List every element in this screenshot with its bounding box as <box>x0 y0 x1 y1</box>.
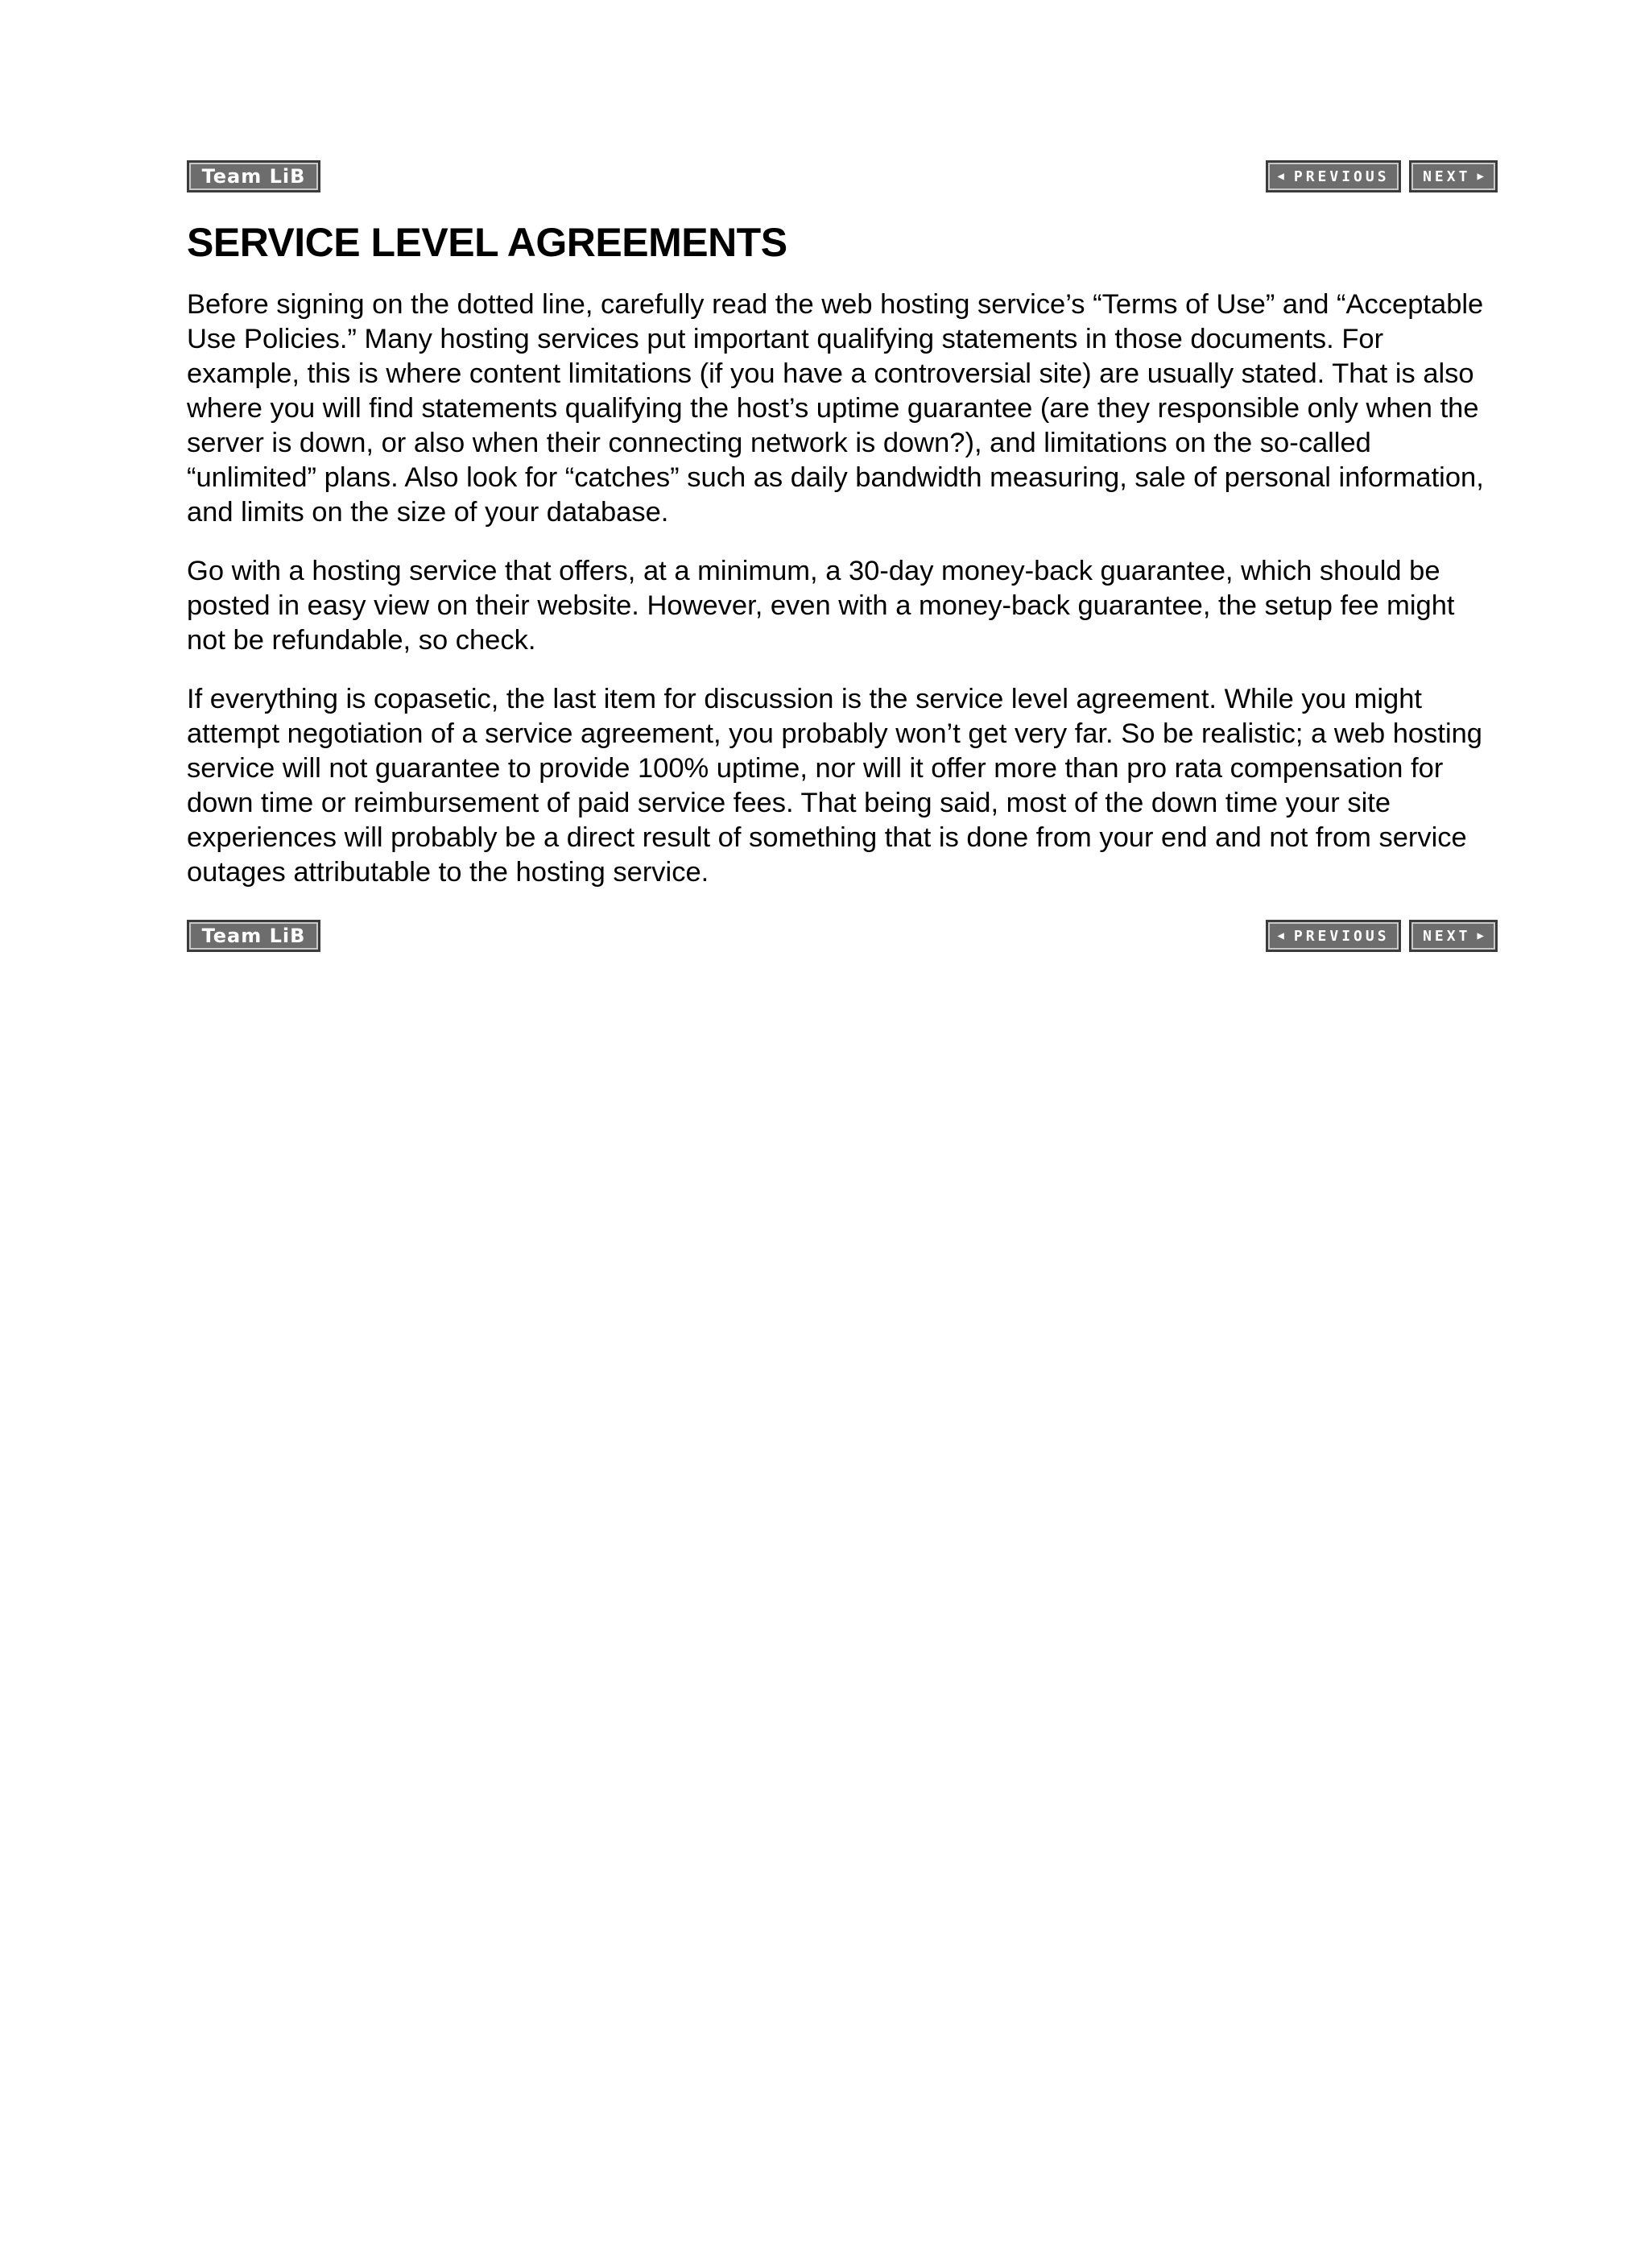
bottom-nav-controls <box>1266 920 1498 952</box>
triangle-right-icon: ▶ <box>1477 929 1484 942</box>
team-lib-label: Team LiB <box>201 165 306 188</box>
next-button[interactable] <box>1409 920 1498 952</box>
team-lib-button[interactable] <box>187 920 320 952</box>
team-lib-button[interactable] <box>187 160 320 192</box>
top-nav-controls <box>1266 160 1498 192</box>
page-title: SERVICE LEVEL AGREEMENTS <box>187 220 787 265</box>
triangle-right-icon: ▶ <box>1477 170 1484 183</box>
previous-button[interactable] <box>1266 160 1401 192</box>
triangle-left-icon: ◀ <box>1277 929 1284 942</box>
previous-label: PREVIOUS <box>1293 927 1390 945</box>
next-label: NEXT <box>1423 927 1471 945</box>
bottom-navbar <box>187 919 1498 953</box>
previous-label: PREVIOUS <box>1293 168 1390 185</box>
triangle-left-icon: ◀ <box>1277 170 1284 183</box>
previous-button[interactable] <box>1266 920 1401 952</box>
next-button[interactable] <box>1409 160 1498 192</box>
team-lib-label: Team LiB <box>201 925 306 947</box>
paragraph: Before signing on the dotted line, carefully read the web hosting service’s “Terms of Use” and “Acceptable Use Policies.” Many hosting services put important qualifying statements in those documents. For example, this is where content limitations (if you have a controversial site) are usually stated. That is also where you will find statements qualifying the host’s uptime guarantee (are they responsible only when the server is down, or also when their connecting network is down?), and limitations on the so-called “unlimited” plans. Also look for “catches” such as daily bandwidth measuring, sale of personal information, and limits on the size of your database. <box>187 289 1484 528</box>
paragraph: If everything is copasetic, the last item for discussion is the service level agreement. While you might attempt negotiation of a service agreement, you probably won’t get very far. So be realistic; a web hosting service will not guarantee to provide 100% uptime, nor will it offer more than pro rata compensation for down time or reimbursement of paid service fees. That being said, most of the down time your site experiences will probably be a direct result of something that is done from your end and not from service outages attributable to the hosting service. <box>187 684 1482 888</box>
article-body <box>187 288 1498 890</box>
next-label: NEXT <box>1423 168 1471 185</box>
top-navbar <box>187 159 1498 193</box>
document-page <box>187 159 1498 953</box>
paragraph: Go with a hosting service that offers, at a minimum, a 30-day money-back guarantee, which should be posted in easy view on their website. However, even with a money-back guarantee, the setup fee might not be refundable, so check. <box>187 556 1455 656</box>
